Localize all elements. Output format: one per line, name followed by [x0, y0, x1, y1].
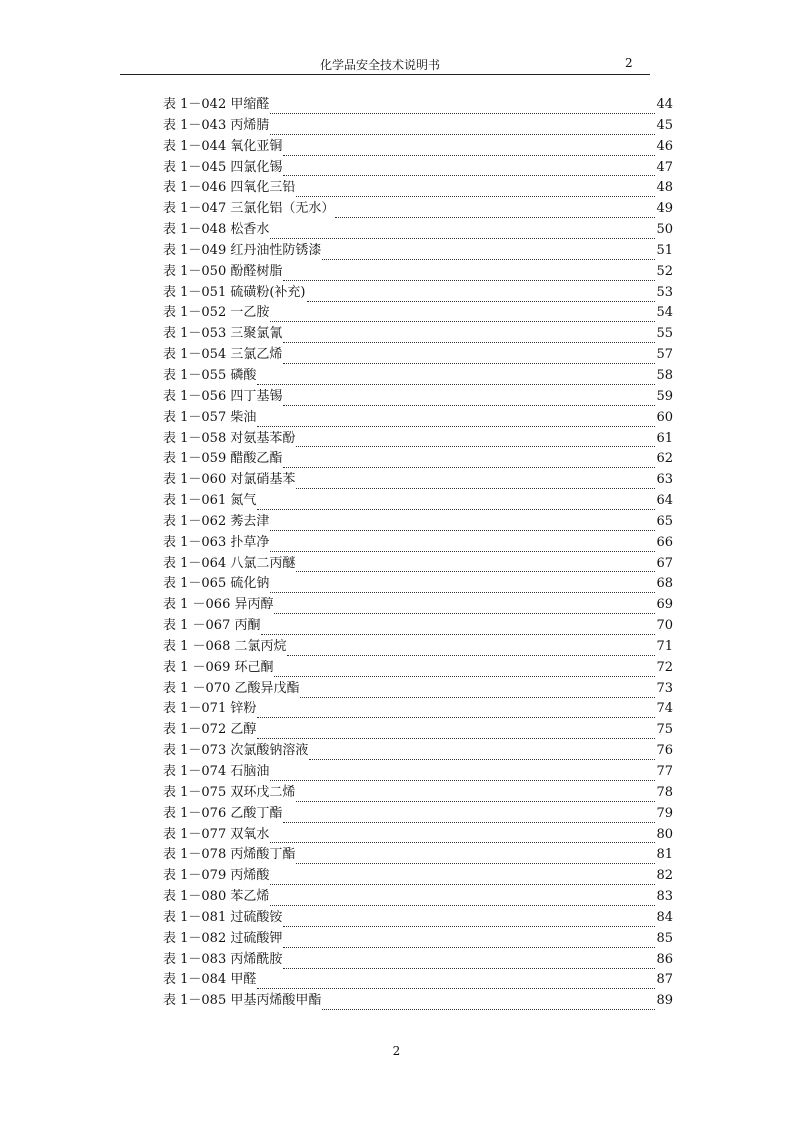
toc-entry[interactable] — [163, 950, 673, 971]
toc-entry-page: 85 — [656, 930, 673, 946]
toc-entry[interactable] — [163, 825, 673, 846]
toc-entry-page: 53 — [656, 284, 673, 300]
toc-entry-page: 45 — [656, 117, 673, 133]
toc-entry-label: 表 1－076 乙酸丁酯 — [163, 805, 283, 821]
toc-entry-page: 83 — [656, 889, 673, 905]
toc-entry-page: 73 — [656, 680, 673, 696]
dot-leader — [283, 933, 655, 948]
dot-leader — [274, 662, 655, 677]
toc-entry[interactable] — [163, 970, 673, 991]
toc-entry-page: 48 — [656, 180, 673, 196]
toc-entry-page: 62 — [656, 451, 673, 467]
dot-leader — [257, 703, 655, 718]
dot-leader — [257, 370, 655, 385]
toc-entry[interactable] — [163, 991, 673, 1012]
toc-entry-page: 70 — [656, 618, 673, 634]
toc-entry[interactable] — [163, 887, 673, 908]
toc-entry-page: 78 — [656, 784, 673, 800]
toc-entry-page: 65 — [656, 513, 673, 529]
dot-leader — [257, 724, 655, 739]
toc-entry-page: 66 — [656, 534, 673, 550]
toc-entry[interactable] — [163, 387, 673, 408]
toc-entry[interactable] — [163, 554, 673, 575]
toc-entry-page: 84 — [656, 909, 673, 925]
header-page-number: 2 — [625, 56, 633, 70]
toc-entry[interactable] — [163, 429, 673, 450]
toc-entry-label: 表 1－042 甲缩醛 — [163, 97, 270, 112]
dot-leader — [296, 182, 655, 197]
dot-leader — [283, 349, 655, 364]
toc-entry[interactable] — [163, 366, 673, 387]
dot-leader — [283, 141, 655, 156]
toc-entry[interactable] — [163, 345, 673, 366]
toc-entry-label: 表 1－079 丙烯酸 — [163, 868, 270, 884]
toc-entry-page: 76 — [656, 743, 673, 759]
toc-entry-page: 52 — [656, 263, 673, 279]
toc-entry-label: 表 1－061 氮气 — [163, 493, 257, 509]
toc-entry-page: 81 — [656, 847, 673, 863]
toc-entry[interactable] — [163, 929, 673, 950]
dot-leader — [257, 974, 655, 989]
dot-leader — [270, 120, 655, 135]
toc-entry-label: 表 1－083 丙烯酰胺 — [163, 951, 283, 967]
toc-entry-label: 表 1 －068 二氯丙烷 — [163, 638, 287, 654]
toc-entry-page: 63 — [656, 472, 673, 488]
toc-entry[interactable] — [163, 116, 673, 137]
dot-leader — [335, 203, 655, 218]
toc-entry-page: 79 — [656, 805, 673, 821]
dot-leader — [270, 537, 655, 552]
toc-entry-label: 表 1－060 对氯硝基苯 — [163, 472, 296, 488]
toc-entry[interactable] — [163, 762, 673, 783]
toc-entry-page: 72 — [656, 659, 673, 675]
dot-leader — [270, 99, 655, 114]
dot-leader — [270, 516, 655, 531]
toc-entry[interactable] — [163, 158, 673, 179]
toc-entry-page: 64 — [656, 493, 673, 509]
toc-entry-page: 74 — [656, 701, 673, 717]
toc-entry-page: 67 — [656, 555, 673, 571]
toc-entry-label: 表 1－065 硫化钠 — [163, 576, 270, 592]
toc-entry-label: 表 1－049 红丹油性防锈漆 — [163, 242, 322, 258]
toc-entry-label: 表 1 －069 环己酮 — [163, 659, 274, 675]
toc-entry[interactable] — [163, 637, 673, 658]
toc-entry-label: 表 1－078 丙烯酸丁酯 — [163, 847, 296, 863]
toc-entry-label: 表 1－074 石脑油 — [163, 764, 270, 779]
toc-entry[interactable] — [163, 845, 673, 866]
footer-page-number: 2 — [392, 1044, 401, 1058]
dot-leader — [322, 245, 655, 260]
toc-entry-page: 46 — [656, 138, 673, 154]
toc-entry-label: 表 1－055 磷酸 — [163, 367, 257, 383]
toc-entry-label: 表 1－051 硫磺粉(补充) — [163, 284, 306, 300]
toc-entry[interactable] — [163, 679, 673, 700]
dot-leader — [274, 599, 655, 614]
toc-entry[interactable] — [163, 303, 673, 324]
dot-leader — [270, 766, 655, 781]
toc-entry-page: 50 — [656, 222, 673, 238]
toc-entry[interactable] — [163, 408, 673, 429]
toc-entry-label: 表 1－054 三氯乙烯 — [163, 347, 283, 363]
toc-entry[interactable] — [163, 491, 673, 512]
toc-entry-label: 表 1－048 松香水 — [163, 222, 270, 238]
dot-leader — [283, 808, 655, 823]
dot-leader — [283, 161, 655, 176]
toc-entry-label: 表 1－075 双环戊二烯 — [163, 784, 296, 800]
dot-leader — [270, 891, 655, 906]
toc-entry-page: 44 — [656, 97, 673, 112]
toc-entry[interactable] — [163, 595, 673, 616]
dot-leader — [287, 641, 655, 656]
toc-entry[interactable] — [163, 574, 673, 595]
toc-entry-label: 表 1－082 过硫酸钾 — [163, 930, 283, 946]
toc-entry-page: 89 — [656, 993, 673, 1009]
toc-entry[interactable] — [163, 699, 673, 720]
dot-leader — [283, 391, 655, 406]
dot-leader — [270, 578, 655, 593]
toc-entry-label: 表 1－047 三氯化铝（无水） — [163, 201, 335, 217]
toc-entry[interactable] — [163, 449, 673, 470]
toc-entry[interactable] — [163, 220, 673, 241]
toc-entry-page: 87 — [656, 972, 673, 988]
toc-entry-page: 59 — [656, 388, 673, 404]
toc-entry[interactable] — [163, 324, 673, 345]
toc-entry-page: 80 — [656, 826, 673, 842]
toc-entry[interactable] — [163, 470, 673, 491]
toc-entry-page: 69 — [656, 597, 673, 613]
document-title: 化学品安全技术说明书 — [319, 58, 440, 72]
toc-entry-label: 表 1－084 甲醛 — [163, 972, 257, 988]
toc-entry-label: 表 1－053 三聚氯氰 — [163, 326, 283, 342]
toc-entry[interactable] — [163, 241, 673, 262]
dot-leader — [296, 432, 655, 447]
toc-entry-label: 表 1－052 一乙胺 — [163, 305, 270, 321]
toc-entry-page: 61 — [656, 430, 673, 446]
toc-entry-label: 表 1－072 乙醇 — [163, 722, 257, 738]
toc-entry-label: 表 1 －070 乙酸异戊酯 — [163, 680, 300, 696]
toc-entry[interactable] — [163, 866, 673, 887]
toc-entry[interactable] — [163, 658, 673, 679]
dot-leader — [257, 495, 655, 510]
toc-entry-page: 49 — [656, 201, 673, 217]
toc-entry-page: 60 — [656, 409, 673, 425]
toc-entry[interactable] — [163, 199, 673, 220]
dot-leader — [296, 474, 655, 489]
dot-leader — [296, 849, 655, 864]
toc-entry[interactable] — [163, 178, 673, 199]
toc-entry-label: 表 1－046 四氧化三铅 — [163, 180, 296, 196]
dot-leader — [283, 328, 655, 343]
toc-entry-label: 表 1－063 扑草净 — [163, 534, 270, 550]
toc-entry-page: 68 — [656, 576, 673, 592]
dot-leader — [270, 224, 655, 239]
toc-entry[interactable] — [163, 908, 673, 929]
dot-leader — [283, 912, 655, 927]
toc-entry[interactable] — [163, 283, 673, 304]
toc-entry-page: 71 — [656, 638, 673, 654]
toc-entry-label: 表 1－077 双氧水 — [163, 826, 270, 842]
toc-entry-page: 47 — [656, 159, 673, 175]
toc-entry-page: 57 — [656, 347, 673, 363]
toc-entry-label: 表 1－050 酚醛树脂 — [163, 263, 283, 279]
dot-leader — [296, 557, 655, 572]
dot-leader — [283, 266, 655, 281]
dot-leader — [307, 287, 656, 302]
toc-entry-label: 表 1－056 四丁基锡 — [163, 388, 283, 404]
toc-entry-label: 表 1－064 八氯二丙醚 — [163, 555, 296, 571]
toc-entry-page: 82 — [656, 868, 673, 884]
table-of-contents — [163, 95, 673, 1012]
dot-leader — [270, 307, 655, 322]
toc-entry-page: 54 — [656, 305, 673, 321]
toc-entry-label: 表 1－057 柴油 — [163, 409, 257, 425]
toc-entry-page: 77 — [656, 764, 673, 779]
toc-entry-page: 55 — [656, 326, 673, 342]
dot-leader — [300, 683, 655, 698]
toc-entry[interactable] — [163, 137, 673, 158]
toc-entry-label: 表 1－058 对氨基苯酚 — [163, 430, 296, 446]
toc-entry-label: 表 1 －066 异丙醇 — [163, 597, 274, 613]
toc-entry-label: 表 1－059 醋酸乙酯 — [163, 451, 283, 467]
toc-entry[interactable] — [163, 512, 673, 533]
toc-entry-label: 表 1－081 过硫酸铵 — [163, 909, 283, 925]
toc-entry-page: 51 — [656, 242, 673, 258]
dot-leader — [296, 787, 655, 802]
toc-entry-label: 表 1－080 苯乙烯 — [163, 889, 270, 905]
toc-entry[interactable] — [163, 720, 673, 741]
toc-entry[interactable] — [163, 533, 673, 554]
toc-entry[interactable] — [163, 804, 673, 825]
toc-entry-label: 表 1－044 氧化亚铜 — [163, 138, 283, 154]
dot-leader — [257, 412, 655, 427]
dot-leader — [283, 954, 655, 969]
toc-entry-label: 表 1－071 锌粉 — [163, 701, 257, 717]
toc-entry-label: 表 1 －067 丙酮 — [163, 618, 261, 634]
toc-entry[interactable] — [163, 95, 673, 116]
toc-entry-page: 86 — [656, 951, 673, 967]
toc-entry[interactable] — [163, 741, 673, 762]
toc-entry[interactable] — [163, 783, 673, 804]
dot-leader — [283, 453, 655, 468]
dot-leader — [261, 620, 655, 635]
page-header — [120, 56, 650, 75]
toc-entry-page: 58 — [656, 367, 673, 383]
dot-leader — [270, 870, 655, 885]
toc-entry-label: 表 1－045 四氯化锡 — [163, 159, 283, 175]
toc-entry[interactable] — [163, 616, 673, 637]
toc-entry-label: 表 1－085 甲基丙烯酸甲酯 — [163, 993, 322, 1009]
dot-leader — [270, 828, 655, 843]
dot-leader — [322, 995, 655, 1010]
toc-entry-label: 表 1－062 莠去津 — [163, 513, 270, 529]
dot-leader — [309, 745, 655, 760]
toc-entry-label: 表 1－073 次氯酸钠溶液 — [163, 743, 309, 759]
toc-entry[interactable] — [163, 262, 673, 283]
toc-entry-label: 表 1－043 丙烯腈 — [163, 117, 270, 133]
toc-entry-page: 75 — [656, 722, 673, 738]
